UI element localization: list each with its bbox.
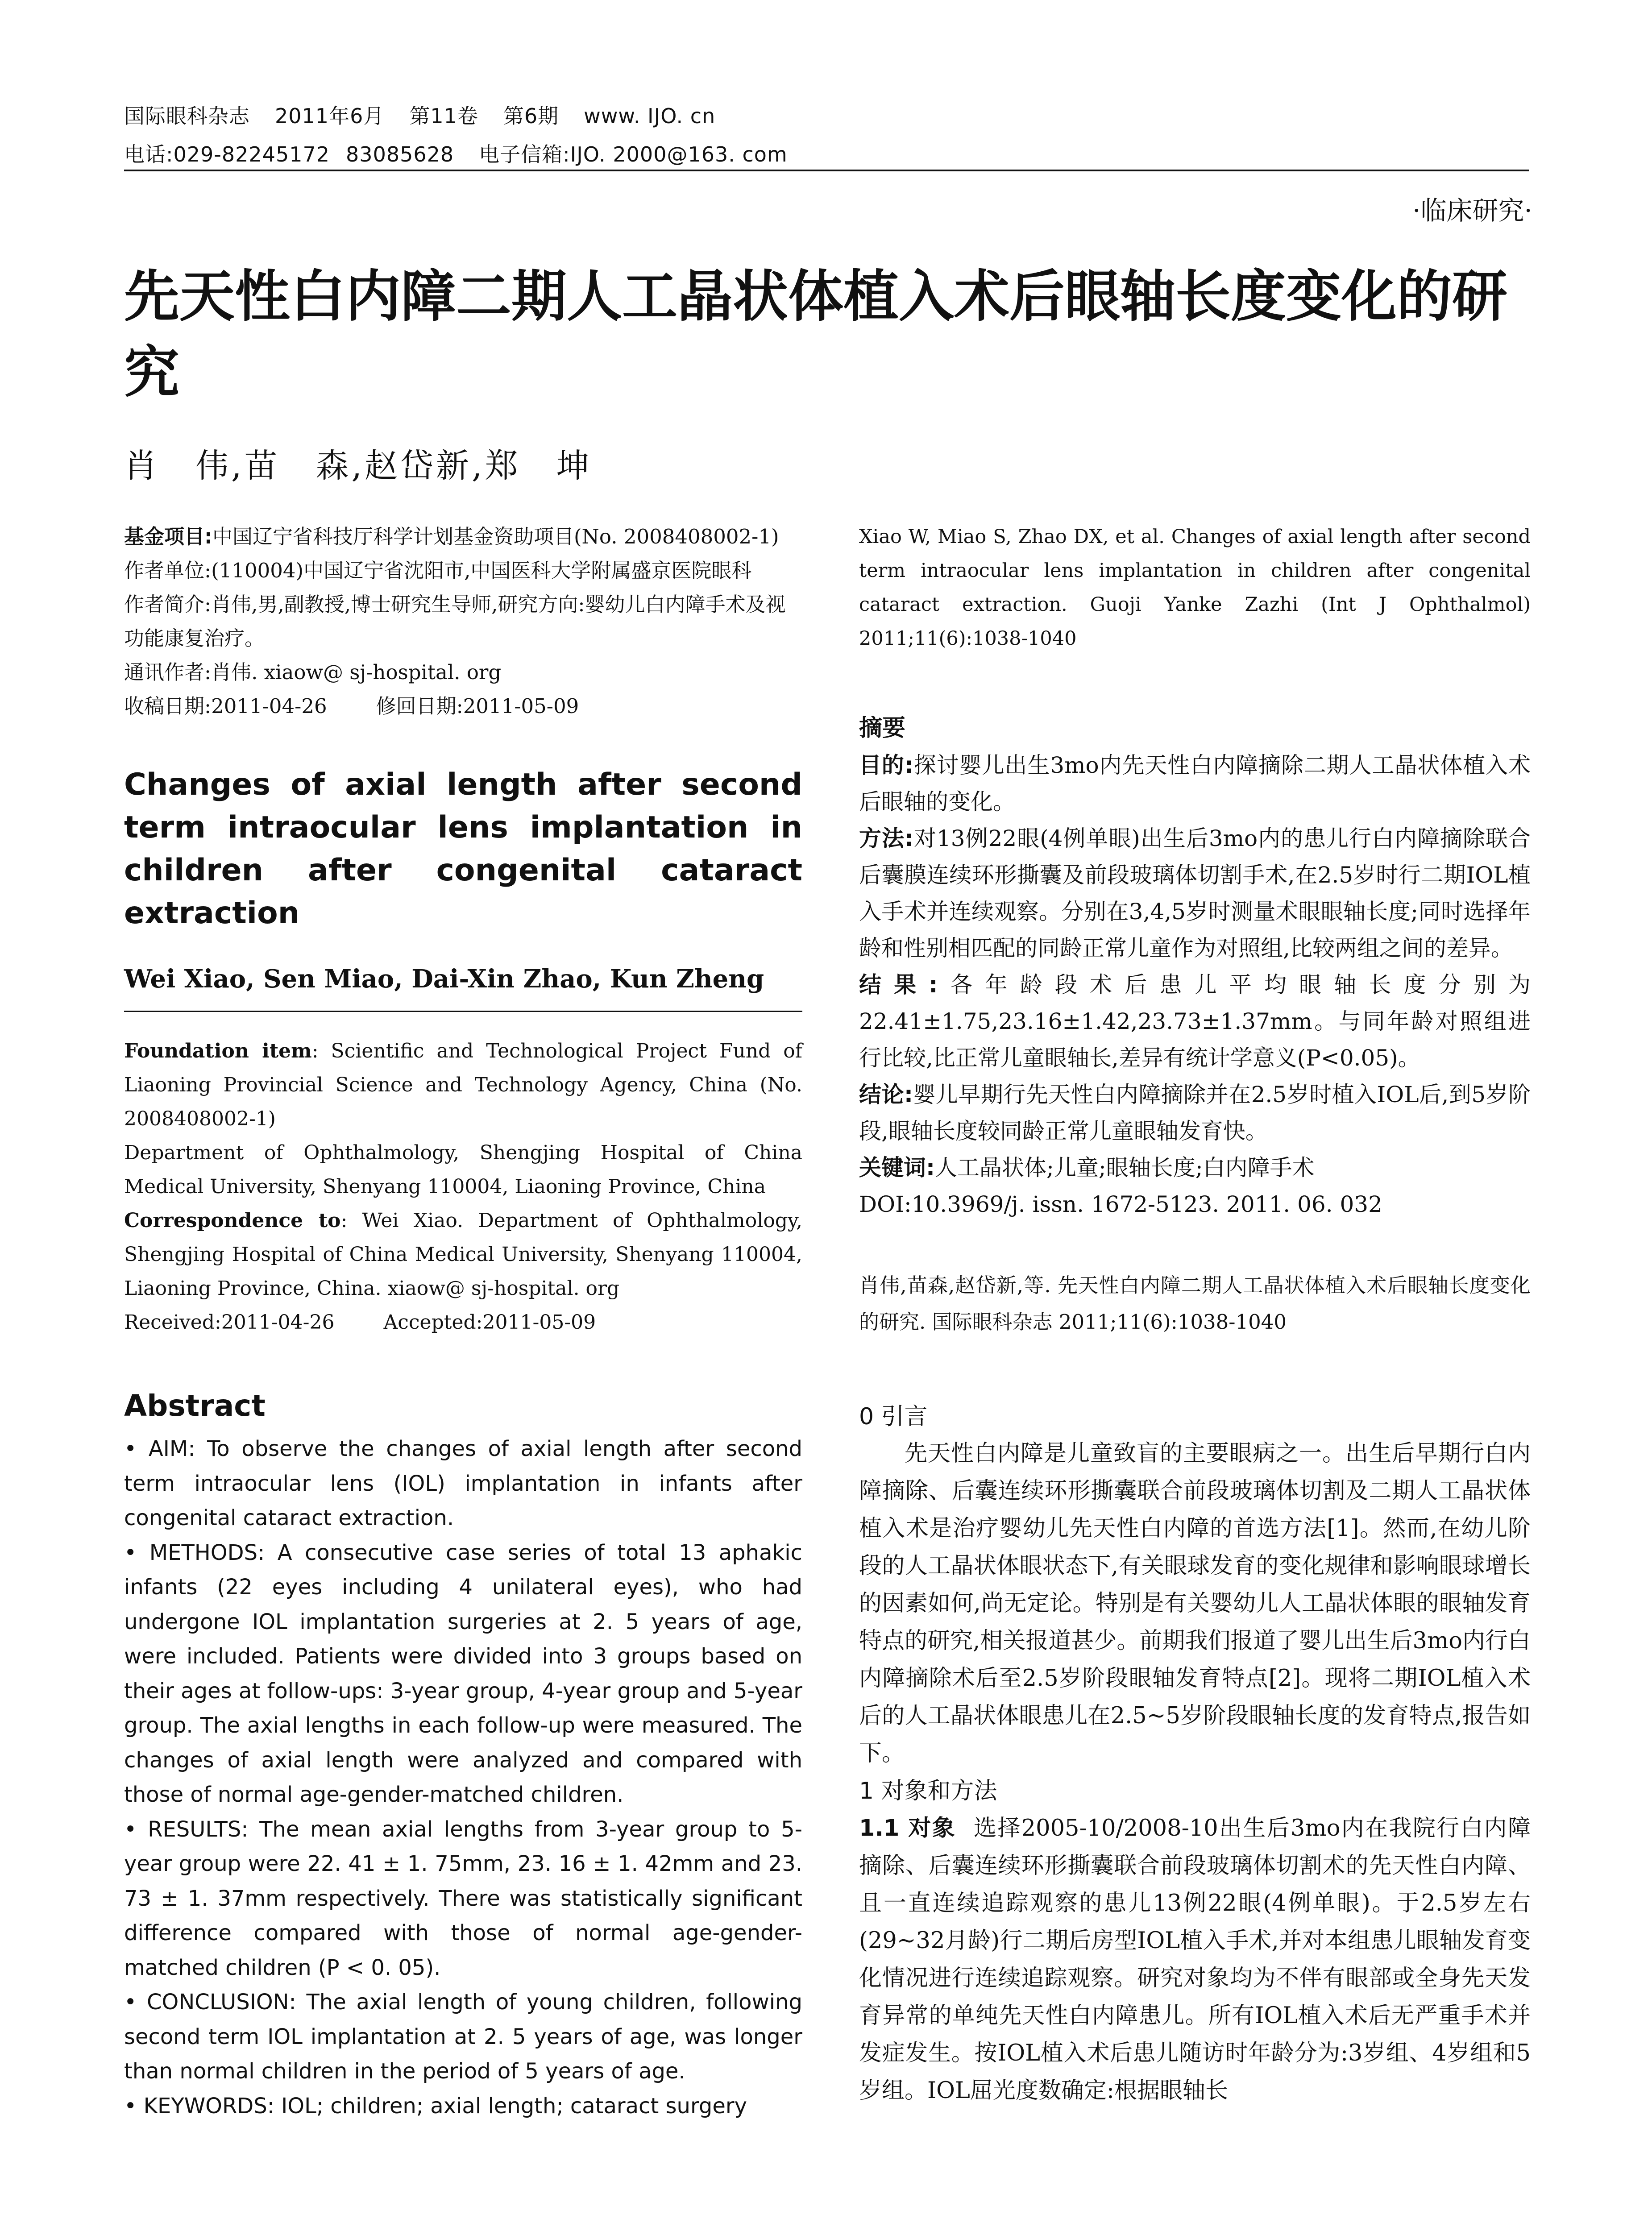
zh-keywords-label: 关键词:	[859, 1155, 935, 1181]
article-title: 先天性白内障二期人工晶状体植入术后眼轴长度变化的研究	[124, 265, 1508, 405]
abstract-aim: • AIM: To observe the changes of axial length after second term intraocular lens (IOL) implantation in infants after congenital cataract extraction.	[124, 1436, 802, 1530]
zh-aim-label: 目的:	[859, 752, 913, 778]
abstract-heading: Abstract	[124, 1389, 266, 1423]
section-tag: ·临床研究·	[1412, 195, 1532, 226]
english-title: Changes of axial length after second term intraocular lens implantation in children after congenital cataract extraction	[124, 767, 802, 931]
zh-methods-label: 方法:	[859, 825, 913, 851]
meta-cn	[124, 520, 802, 723]
correspondence-en-label: Correspondence to	[124, 1209, 341, 1232]
abstract-keywords: • KEYWORDS: IOL; children; axial length; cataract surgery	[124, 2093, 747, 2119]
correspondence-en: : Wei Xiao. Department of Ophthalmology, Shengjing Hospital of China Medical University, Shenyang 110004, Liaoning Province, China. xiaow@ sj-hospital. org	[124, 1209, 802, 1300]
subsection-label: 1.1 对象	[859, 1815, 956, 1841]
bio-label: 作者简介:	[124, 593, 212, 616]
zh-conclusion: 婴儿早期行先天性白内障摘除并在2.5岁时植入IOL后,到5岁阶段,眼轴长度较同龄正常儿童眼轴发育快。	[859, 1082, 1531, 1144]
english-authors-rule	[124, 1011, 802, 1012]
methods-paragraph: 选择2005-10/2008-10出生后3mo内在我院行白内障摘除、后囊连续环形撕囊联合前段玻璃体切割术的先天性白内障、且一直连续追踪观察的患儿13例22眼(4例单眼)。于2.5岁左右(29~32月龄)行二期后房型IOL植入手术,并对本组患儿眼轴发育变化情况进行连续追踪观察。研究对象均为不伴有眼部或全身先天发育异常的单纯先天性白内障患儿。所有IOL植入术后无严重手术并发症发生。按IOL植入术后患儿随访时年龄分为:3岁组、4岁组和5岁组。IOL屈光度数确定:根据眼轴长	[859, 1815, 1531, 2104]
citation-en	[859, 520, 1531, 655]
unit-label: 作者单位:	[124, 559, 212, 582]
right-column	[859, 520, 1531, 2110]
zh-results-label: 结果:	[859, 972, 938, 998]
issue-date: 2011年6月	[275, 104, 385, 128]
citation-cn-text: 肖伟,苗森,赵岱新,等. 先天性白内障二期人工晶状体植入术后眼轴长度变化的研究. 国际眼科杂志 2011;11(6):1038-1040	[859, 1273, 1531, 1334]
english-authors: Wei Xiao, Sen Miao, Dai-Xin Zhao, Kun Zheng	[124, 964, 764, 994]
corr-cn: 肖伟. xiaow@ sj-hospital. org	[211, 660, 502, 684]
received-en: Received:2011-04-26	[124, 1311, 335, 1334]
accepted-en: Accepted:2011-05-09	[383, 1311, 596, 1334]
left-column	[124, 520, 802, 2123]
phone2: 83085628	[346, 142, 454, 166]
foundation-cn: 中国辽宁省科技厅科学计划基金资助项目(No. 2008408002-1)	[212, 525, 779, 548]
abstract-en	[124, 1432, 802, 2123]
zh-aim: 探讨婴儿出生3mo内先天性白内障摘除二期人工晶状体植入术后眼轴的变化。	[859, 752, 1531, 815]
journal-name: 国际眼科杂志	[124, 104, 250, 128]
journal-header-line2	[124, 138, 813, 168]
methods-heading: 1 对象和方法	[859, 1778, 997, 1804]
issue: 第6期	[503, 104, 559, 128]
received-cn: 收稿日期:2011-04-26	[124, 694, 327, 718]
citation-cn	[859, 1267, 1531, 1340]
abstract-conclusion: • CONCLUSION: The axial length of young children, following second term IOL implantation at 2. 5 years of age, was longer than normal children in the period of 5 years of age.	[124, 1990, 802, 2084]
email: 电子信箱:IJO. 2000@163. com	[479, 142, 788, 166]
zh-abstract	[859, 747, 1531, 1223]
revised-cn: 修回日期:2011-05-09	[376, 694, 579, 718]
intro-paragraph: 先天性白内障是儿童致盲的主要眼病之一。出生后早期行白内障摘除、后囊连续环形撕囊联合前段玻璃体切割及二期人工晶状体植入术是治疗婴幼儿先天性白内障的首选方法[1]。然而,在幼儿阶段的人工晶状体眼状态下,有关眼球发育的变化规律和影响眼球增长的因素如何,尚无定论。特别是有关婴幼儿人工晶状体眼的眼轴发育特点的研究,相关报道甚少。前期我们报道了婴儿出生后3mo内行白内障摘除术后至2.5岁阶段眼轴发育特点[2]。现将二期IOL植入术后的人工晶状体眼患儿在2.5~5岁阶段眼轴长度的发育特点,报告如下。	[859, 1440, 1531, 1767]
corr-label: 通讯作者:	[124, 660, 212, 684]
foundation-en: : Scientific and Technological Project Fund of Liaoning Provincial Science and Technology Agency, China (No. 2008408002-1)	[124, 1040, 802, 1130]
zh-keywords: 人工晶状体;儿童;眼轴长度;白内障手术	[935, 1155, 1315, 1181]
bio-cn: 肖伟,男,副教授,博士研究生导师,研究方向:婴幼儿白内障手术及视功能康复治疗。	[124, 593, 786, 650]
journal-header-line1	[124, 100, 740, 129]
volume: 第11卷	[409, 104, 478, 128]
zh-abstract-heading: 摘要	[859, 715, 906, 742]
intro-heading: 0 引言	[859, 1403, 928, 1430]
zh-methods: 对13例22眼(4例单眼)出生后3mo内的患儿行白内障摘除联合后囊膜连续环形撕囊及前段玻璃体切割手术,在2.5岁时行二期IOL植入手术并连续观察。分别在3,4,5岁时测量术眼眼轴长度;同时选择年龄和性别相匹配的同龄正常儿童作为对照组,比较两组之间的差异。	[859, 825, 1531, 961]
foundation-en-label: Foundation item	[124, 1040, 312, 1062]
foundation-label: 基金项目:	[124, 525, 212, 548]
citation-en-text: Xiao W, Miao S, Zhao DX, et al. Changes of axial length after second term intraocular lens implantation in children after congenital cataract extraction. Guoji Yanke Zazhi (Int J Ophthalmol) 2011;11(6):1038-1040	[859, 526, 1531, 650]
zh-results: 各年龄段术后患儿平均眼轴长度分别为22.41±1.75,23.16±1.42,23.73±1.37mm。与同年龄对照组进行比较,比正常儿童眼轴长,差异有统计学意义(P<0.05)。	[859, 972, 1531, 1071]
authors-cn: 肖 伟,苗 森,赵岱新,郑 坤	[124, 447, 592, 485]
doi: DOI:10.3969/j. issn. 1672-5123. 2011. 06. 032	[859, 1191, 1382, 1217]
phone: 电话:029-82245172	[124, 142, 330, 166]
unit-cn: (110004)中国辽宁省沈阳市,中国医科大学附属盛京医院眼科	[211, 559, 752, 582]
journal-site-link[interactable]: www. IJO. cn	[584, 104, 716, 128]
header-rule	[124, 170, 1529, 171]
meta-en	[124, 1034, 802, 1339]
department-en: Department of Ophthalmology, Shengjing Hospital of China Medical University, Shenyang 110004, Liaoning Province, China	[124, 1141, 802, 1198]
abstract-results: • RESULTS: The mean axial lengths from 3-year group to 5-year group were 22. 41 ± 1. 75mm, 23. 16 ± 1. 42mm and 23. 73 ± 1. 37mm respectively. There was statistically significant difference compared with those of normal age-gender-matched children (P < 0. 05).	[124, 1816, 802, 1980]
zh-conclusion-label: 结论:	[859, 1082, 913, 1107]
intro-body	[859, 1435, 1531, 2110]
abstract-methods: • METHODS: A consecutive case series of total 13 aphakic infants (22 eyes including 4 unilateral eyes), who had undergone IOL implantation surgeries at 2. 5 years of age, were included. Patients were divided into 3 groups based on their ages at follow-ups: 3-year group, 4-year group and 5-year group. The axial lengths in each follow-up were measured. The changes of axial length were analyzed and compared with those of normal age-gender-matched children.	[124, 1540, 802, 1807]
